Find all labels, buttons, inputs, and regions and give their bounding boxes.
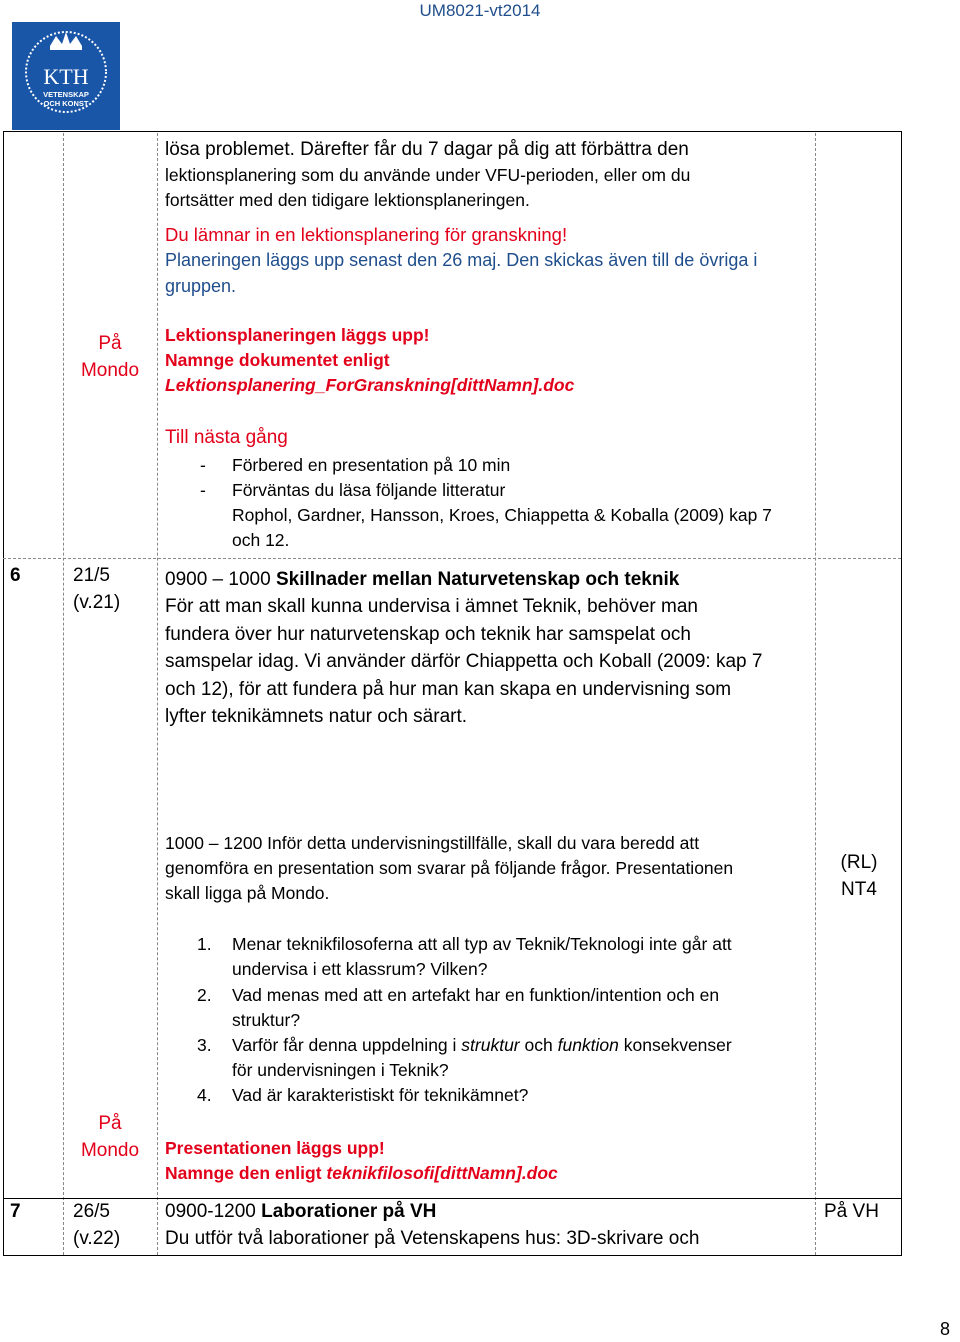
row6-s2-line3: skall ligga på Mondo. xyxy=(165,883,330,903)
q2-line2: struktur? xyxy=(232,1010,301,1030)
logo-subtitle-1: VETENSKAP xyxy=(43,90,89,99)
row6-date: 21/5 xyxy=(73,565,110,586)
upload2-text: Namnge den enligt xyxy=(165,1163,327,1183)
q1-line2: undervisa i ett klassrum? Vilken? xyxy=(232,959,488,979)
dash-2: - xyxy=(200,480,206,500)
q4-number: 4. xyxy=(197,1085,212,1105)
upload1-filename: Lektionsplanering_ForGranskning[dittNamn].doc xyxy=(165,375,575,395)
row7-time-plain: 0900-1200 xyxy=(165,1201,262,1222)
q4-line1: Vad är karakteristiskt för teknikämnet? xyxy=(232,1085,529,1105)
row6-responsible-1: (RL) xyxy=(840,852,878,873)
page-number: 8 xyxy=(939,1319,950,1339)
row6-p2: fundera över hur naturvetenskap och teknik har samspelat och xyxy=(165,624,691,645)
q1-line1: Menar teknikfilosoferna att all typ av Teknik/Teknologi inte går att xyxy=(232,934,732,954)
next-time-item2-line3: och 12. xyxy=(232,530,290,550)
mondo-label-1a: På xyxy=(98,333,122,354)
next-time-heading: Till nästa gång xyxy=(165,427,288,448)
upload1-line2: Namnge dokumentet enligt xyxy=(165,350,390,370)
deadline-line2: gruppen. xyxy=(165,276,237,296)
dash-1: - xyxy=(200,455,206,475)
row7-number: 7 xyxy=(10,1201,21,1222)
row6-time-plain: 0900 – 1000 xyxy=(165,569,276,590)
row6-p3: samspelar idag. Vi använder därför Chiappetta och Koball (2009: kap 7 xyxy=(165,651,763,672)
q3-text-a: Varför får denna uppdelning i xyxy=(232,1035,462,1055)
logo-subtitle-2: OCH KONST xyxy=(43,99,89,108)
mondo-label-2b: Mondo xyxy=(80,1140,140,1161)
row7-line2: Du utför två laborationer på Vetenskapens hus: 3D-skrivare och xyxy=(165,1228,700,1249)
upload2-filename: teknikfilosofi[dittNamn].doc xyxy=(326,1163,558,1183)
row6-responsible-2: NT4 xyxy=(841,879,877,900)
row7-week: (v.22) xyxy=(73,1228,121,1249)
submit-notice: Du lämnar in en lektionsplanering för granskning! xyxy=(165,224,568,245)
q3-line1 xyxy=(232,1033,732,1059)
row6-time-title: Skillnader mellan Naturvetenskap och teknik xyxy=(275,569,680,590)
page-header-title: UM8021-vt2014 xyxy=(419,1,541,20)
upload2-line2 xyxy=(165,1161,558,1187)
row6-s2-line1: 1000 – 1200 Inför detta undervisningstillfälle, skall du vara beredd att xyxy=(165,833,700,853)
next-time-item1: Förbered en presentation på 10 min xyxy=(232,455,511,475)
row6-week: (v.21) xyxy=(73,592,121,613)
block1-line1: lösa problemet. Därefter får du 7 dagar på dig att förbättra den xyxy=(165,139,689,160)
q3-text-struktur: struktur xyxy=(461,1035,520,1055)
q2-line1: Vad menas med att en artefakt har en funktion/intention och en xyxy=(232,985,720,1005)
q3-text-funktion: funktion xyxy=(557,1035,619,1055)
q3-line2: för undervisningen i Teknik? xyxy=(232,1060,449,1080)
row6-time xyxy=(165,566,679,594)
next-time-item2: Förväntas du läsa följande litteratur xyxy=(232,480,506,500)
row6-p1: För att man skall kunna undervisa i ämnet Teknik, behöver man xyxy=(165,596,698,617)
q1-number: 1. xyxy=(197,934,212,954)
mondo-label-2a: På xyxy=(98,1113,122,1134)
logo-text: KTH xyxy=(43,64,89,89)
q3-text-c: och xyxy=(519,1035,558,1055)
deadline-line1: Planeringen läggs upp senast den 26 maj. Den skickas även till de övriga i xyxy=(165,250,758,270)
next-time-item2-line2: Rophol, Gardner, Hansson, Kroes, Chiappetta & Koballa (2009) kap 7 xyxy=(232,505,772,525)
q2-number: 2. xyxy=(197,985,212,1005)
row7-location: På VH xyxy=(824,1201,879,1222)
q3-number: 3. xyxy=(197,1035,212,1055)
kth-crest-icon xyxy=(12,22,120,130)
mondo-label-1b: Mondo xyxy=(80,360,140,381)
upload1-line1: Lektionsplaneringen läggs upp! xyxy=(165,325,430,345)
row7-date: 26/5 xyxy=(73,1201,110,1222)
row6-p4: och 12), för att fundera på hur man kan skapa en undervisning som xyxy=(165,679,732,700)
upload2-line1: Presentationen läggs upp! xyxy=(165,1138,385,1158)
row7-time-title: Laborationer på VH xyxy=(261,1201,437,1222)
row7-time xyxy=(165,1198,436,1226)
row6-s2-line2: genomföra en presentation som svarar på följande frågor. Presentationen xyxy=(165,858,734,878)
row6-number: 6 xyxy=(10,565,21,586)
block1-line2: lektionsplanering som du använde under VFU-perioden, eller om du xyxy=(165,165,691,185)
q3-text-e: konsekvenser xyxy=(618,1035,732,1055)
kth-logo xyxy=(12,22,120,130)
block1-line3: fortsätter med den tidigare lektionsplaneringen. xyxy=(165,190,530,210)
row6-p5: lyfter teknikämnets natur och särart. xyxy=(165,706,468,727)
